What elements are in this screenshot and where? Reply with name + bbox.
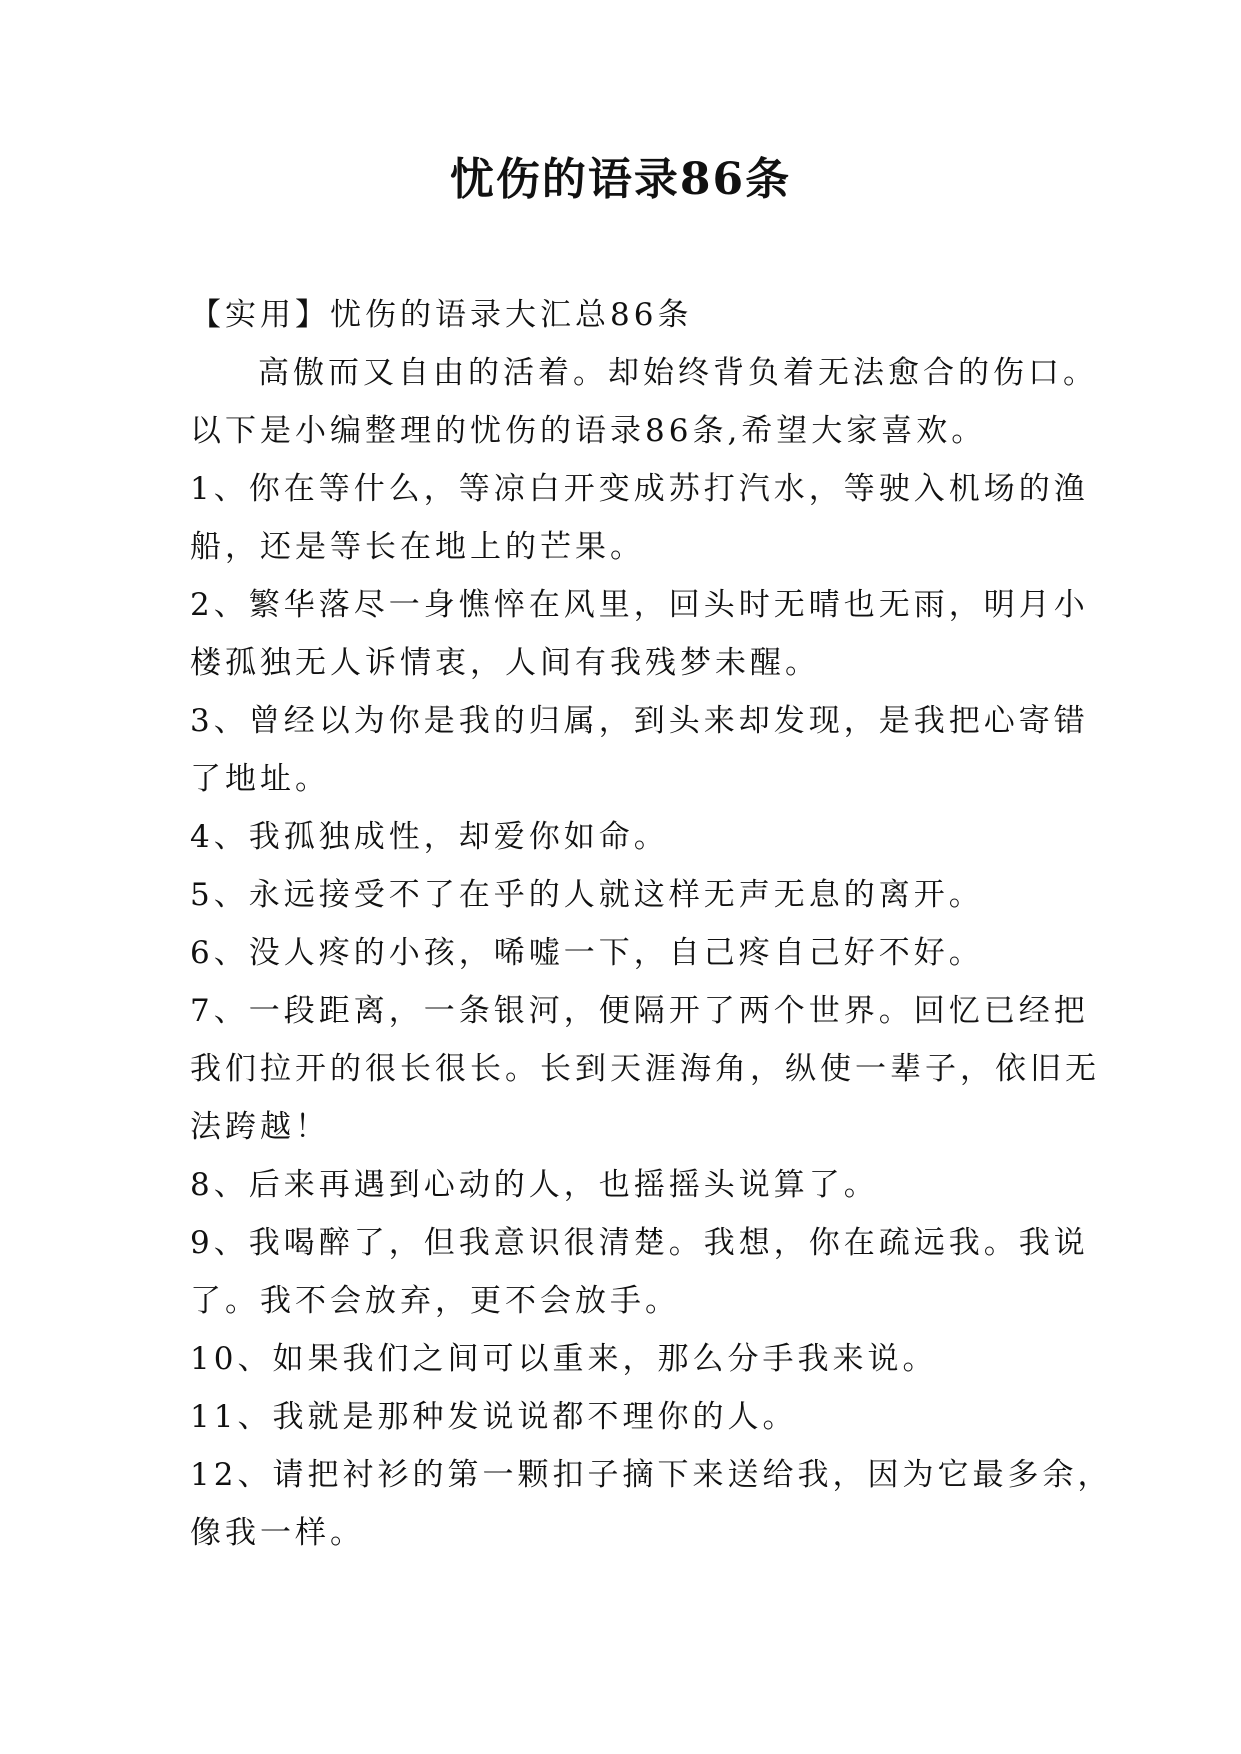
quote-line: 像我一样。 <box>190 1515 365 1551</box>
document-body <box>190 286 1113 1562</box>
quote-line: 4、我孤独成性，却爱你如命。 <box>190 819 669 855</box>
quote-line: 3、曾经以为你是我的归属，到头来却发现，是我把心寄错 <box>190 703 1089 739</box>
quote-line: 8、后来再遇到心动的人，也摇摇头说算了。 <box>190 1167 879 1203</box>
quote-line: 了。我不会放弃，更不会放手。 <box>190 1283 680 1319</box>
quote-line: 楼孤独无人诉情衷，人间有我残梦未醒。 <box>190 645 820 681</box>
quote-line: 10、如果我们之间可以重来，那么分手我来说。 <box>190 1341 938 1377</box>
quote-line: 9、我喝醉了，但我意识很清楚。我想，你在疏远我。我说 <box>190 1225 1089 1261</box>
quote-line: 12、请把衬衫的第一颗扣子摘下来送给我，因为它最多余， <box>190 1457 1113 1493</box>
intro-line: 高傲而又自由的活着。却始终背负着无法愈合的伤口。 <box>258 355 1098 391</box>
quote-line: 6、没人疼的小孩，唏嘘一下，自己疼自己好不好。 <box>190 935 984 971</box>
subtitle-line: 【实用】忧伤的语录大汇总86条 <box>190 297 693 333</box>
quote-line: 11、我就是那种发说说都不理你的人。 <box>190 1399 798 1435</box>
quote-line: 1、你在等什么，等凉白开变成苏打汽水，等驶入机场的渔 <box>190 471 1089 507</box>
quote-line: 我们拉开的很长很长。长到天涯海角，纵使一辈子，依旧无 <box>190 1051 1100 1087</box>
quote-line: 船，还是等长在地上的芒果。 <box>190 529 645 565</box>
quote-line: 5、永远接受不了在乎的人就这样无声无息的离开。 <box>190 877 984 913</box>
document-title: 忧伤的语录86条 <box>449 154 792 205</box>
quote-line: 法跨越！ <box>190 1109 330 1145</box>
quote-line: 了地址。 <box>190 761 330 797</box>
quote-line: 7、一段距离，一条银河，便隔开了两个世界。回忆已经把 <box>190 993 1089 1029</box>
quote-line: 2、繁华落尽一身憔悴在风里，回头时无晴也无雨，明月小 <box>190 587 1089 623</box>
intro-line: 以下是小编整理的忧伤的语录86条,希望大家喜欢。 <box>190 413 987 449</box>
